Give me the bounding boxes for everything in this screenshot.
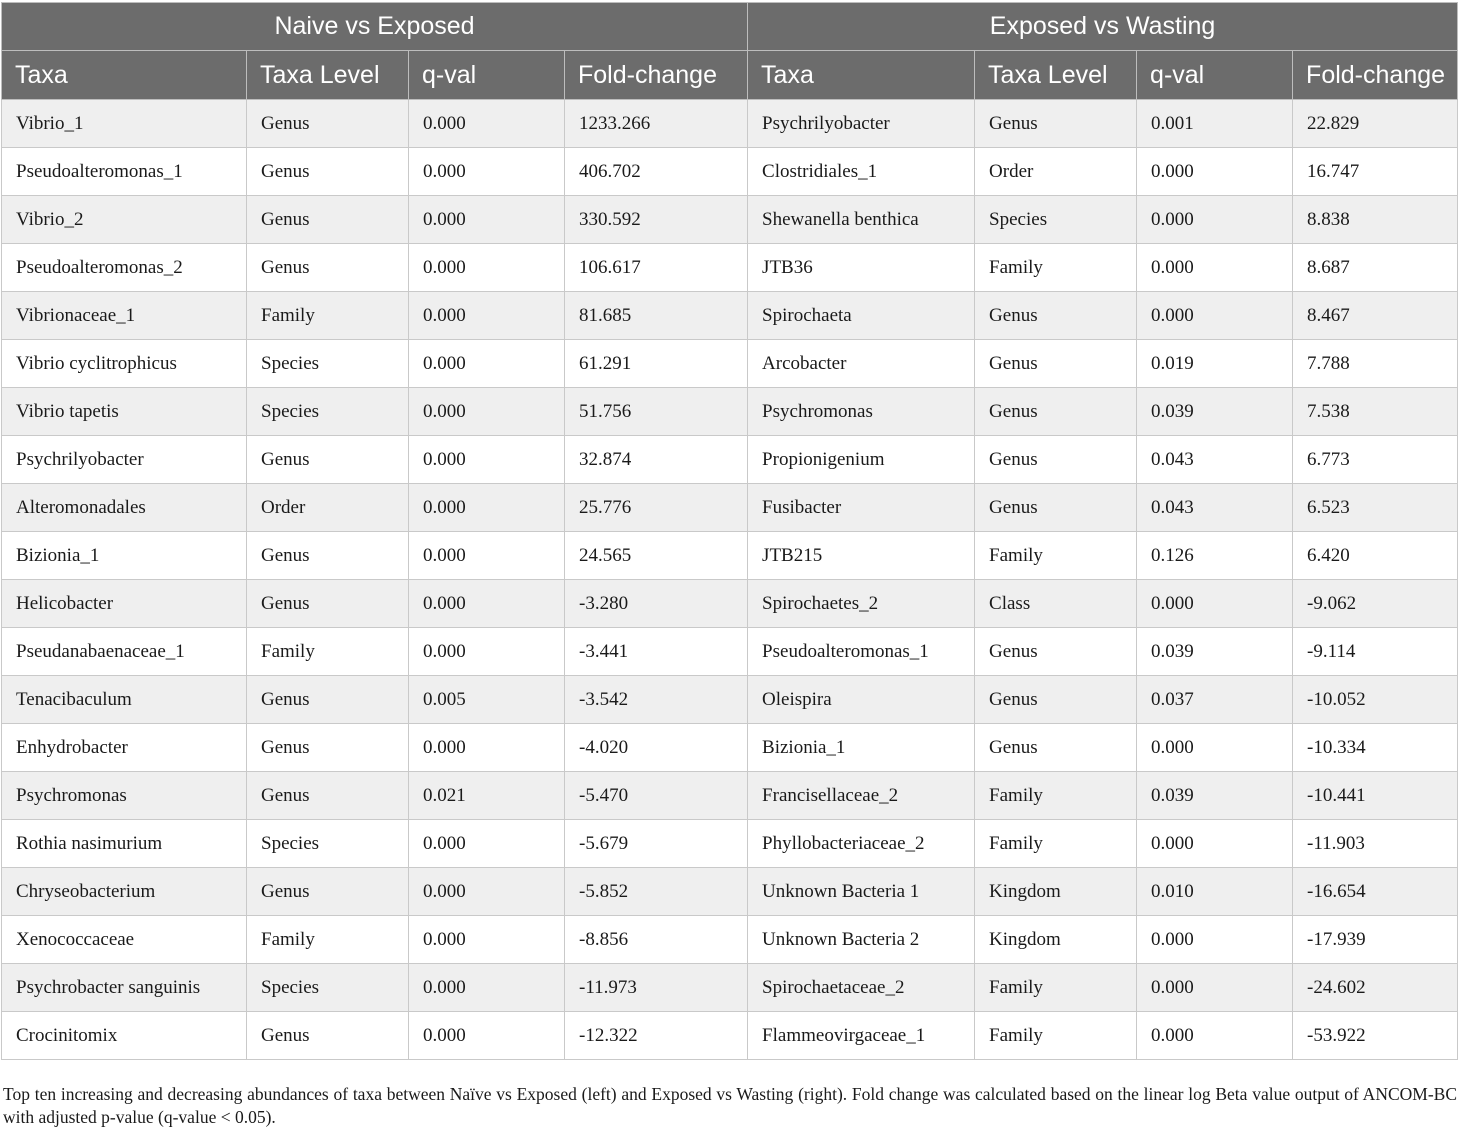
left-taxa-cell: Enhydrobacter: [2, 724, 247, 772]
right-q-val-cell: 0.037: [1137, 676, 1293, 724]
left-taxa-cell: Vibrio cyclitrophicus: [2, 340, 247, 388]
right-fold-change-cell: -16.654: [1293, 868, 1458, 916]
table-row: [2, 196, 1458, 244]
left-taxa-level-cell: Genus: [247, 436, 409, 484]
right-taxa-cell: Bizionia_1: [748, 724, 975, 772]
right-taxa-level-cell: Family: [975, 532, 1137, 580]
left-q-val-cell: 0.000: [409, 484, 565, 532]
left-q-val-cell: 0.000: [409, 244, 565, 292]
right-taxa-level-cell: Kingdom: [975, 916, 1137, 964]
left-taxa-cell: Chryseobacterium: [2, 868, 247, 916]
left-fold-change-cell: -3.280: [565, 580, 748, 628]
right-q-val-cell: 0.000: [1137, 580, 1293, 628]
table-row: [2, 148, 1458, 196]
right-fold-change-cell: 6.420: [1293, 532, 1458, 580]
right-q-val-cell: 0.019: [1137, 340, 1293, 388]
right-taxa-level-cell: Genus: [975, 628, 1137, 676]
right-q-val-cell: 0.000: [1137, 1012, 1293, 1060]
right-taxa-level-cell: Family: [975, 964, 1137, 1012]
right-fold-change-cell: 8.467: [1293, 292, 1458, 340]
left-taxa-cell: Xenococcaceae: [2, 916, 247, 964]
table-row: [2, 100, 1458, 148]
left-q-val-cell: 0.000: [409, 916, 565, 964]
left-taxa-cell: Vibrio_2: [2, 196, 247, 244]
right-q-val-cell: 0.039: [1137, 388, 1293, 436]
left-taxa-cell: Alteromonadales: [2, 484, 247, 532]
table-row: [2, 772, 1458, 820]
left-taxa-level-cell: Genus: [247, 724, 409, 772]
right-fold-change-cell: 8.838: [1293, 196, 1458, 244]
left-q-val-cell: 0.000: [409, 436, 565, 484]
table-row: [2, 916, 1458, 964]
right-taxa-cell: Flammeovirgaceae_1: [748, 1012, 975, 1060]
right-fold-change-cell: -11.903: [1293, 820, 1458, 868]
left-taxa-level-cell: Genus: [247, 148, 409, 196]
table-row: [2, 244, 1458, 292]
left-fold-change-cell: 24.565: [565, 532, 748, 580]
right-taxa-level-cell: Genus: [975, 484, 1137, 532]
right-taxa-cell: Psychromonas: [748, 388, 975, 436]
left-taxa-level-cell: Species: [247, 964, 409, 1012]
left-taxa-level-cell: Genus: [247, 580, 409, 628]
table-row: [2, 436, 1458, 484]
right-q-val-cell: 0.126: [1137, 532, 1293, 580]
left-q-val-cell: 0.000: [409, 532, 565, 580]
left-taxa-cell: Psychrilyobacter: [2, 436, 247, 484]
left-fold-change-cell: 61.291: [565, 340, 748, 388]
right-taxa-level-cell: Class: [975, 580, 1137, 628]
right-fold-change-cell: 7.538: [1293, 388, 1458, 436]
right-q-val-cell: 0.039: [1137, 628, 1293, 676]
table-row: [2, 820, 1458, 868]
right-q-val-cell: 0.000: [1137, 964, 1293, 1012]
right-taxa-level-cell: Kingdom: [975, 868, 1137, 916]
left-taxa-cell: Pseudoalteromonas_2: [2, 244, 247, 292]
right-fold-change-cell: 8.687: [1293, 244, 1458, 292]
table-row: [2, 388, 1458, 436]
right-q-val-cell: 0.000: [1137, 148, 1293, 196]
right-taxa-level-cell: Genus: [975, 388, 1137, 436]
column-header-taxa-level: Taxa Level: [247, 51, 409, 100]
table-row: [2, 628, 1458, 676]
right-taxa-level-cell: Genus: [975, 676, 1137, 724]
left-fold-change-cell: 32.874: [565, 436, 748, 484]
left-taxa-cell: Psychromonas: [2, 772, 247, 820]
right-fold-change-cell: -24.602: [1293, 964, 1458, 1012]
left-taxa-level-cell: Genus: [247, 532, 409, 580]
left-taxa-level-cell: Species: [247, 820, 409, 868]
left-taxa-cell: Tenacibaculum: [2, 676, 247, 724]
right-fold-change-cell: 22.829: [1293, 100, 1458, 148]
left-q-val-cell: 0.000: [409, 340, 565, 388]
left-taxa-level-cell: Genus: [247, 772, 409, 820]
left-taxa-level-cell: Genus: [247, 868, 409, 916]
right-taxa-level-cell: Genus: [975, 724, 1137, 772]
left-q-val-cell: 0.000: [409, 820, 565, 868]
right-taxa-level-cell: Genus: [975, 436, 1137, 484]
left-fold-change-cell: 406.702: [565, 148, 748, 196]
taxa-abundance-table: [1, 2, 1458, 1060]
right-taxa-cell: Arcobacter: [748, 340, 975, 388]
right-fold-change-cell: -10.052: [1293, 676, 1458, 724]
left-q-val-cell: 0.000: [409, 196, 565, 244]
left-taxa-cell: Bizionia_1: [2, 532, 247, 580]
table-container: [1, 2, 1457, 1060]
table-row: [2, 724, 1458, 772]
table-caption: Top ten increasing and decreasing abundances of taxa between Naïve vs Exposed (left) and Exposed vs Wasting (right). Fold change was calculated based on the linear log Beta value output of ANCOM-BC with adjusted p-value (q-value < 0.05).: [3, 1084, 1457, 1127]
left-taxa-level-cell: Genus: [247, 676, 409, 724]
right-fold-change-cell: -10.334: [1293, 724, 1458, 772]
right-taxa-cell: Spirochaetes_2: [748, 580, 975, 628]
left-taxa-level-cell: Order: [247, 484, 409, 532]
right-fold-change-cell: -9.114: [1293, 628, 1458, 676]
right-taxa-cell: Oleispira: [748, 676, 975, 724]
left-taxa-cell: Vibrionaceae_1: [2, 292, 247, 340]
right-fold-change-cell: 16.747: [1293, 148, 1458, 196]
left-q-val-cell: 0.000: [409, 100, 565, 148]
left-q-val-cell: 0.021: [409, 772, 565, 820]
left-fold-change-cell: -5.679: [565, 820, 748, 868]
right-q-val-cell: 0.000: [1137, 244, 1293, 292]
right-taxa-level-cell: Family: [975, 244, 1137, 292]
right-q-val-cell: 0.000: [1137, 196, 1293, 244]
left-taxa-level-cell: Species: [247, 388, 409, 436]
left-taxa-level-cell: Genus: [247, 244, 409, 292]
left-taxa-cell: Pseudoalteromonas_1: [2, 148, 247, 196]
left-taxa-cell: Rothia nasimurium: [2, 820, 247, 868]
right-taxa-level-cell: Genus: [975, 292, 1137, 340]
left-taxa-level-cell: Species: [247, 340, 409, 388]
right-taxa-cell: Shewanella benthica: [748, 196, 975, 244]
left-taxa-cell: Vibrio_1: [2, 100, 247, 148]
left-q-val-cell: 0.000: [409, 868, 565, 916]
left-taxa-cell: Helicobacter: [2, 580, 247, 628]
left-fold-change-cell: -3.542: [565, 676, 748, 724]
column-header-taxa: Taxa: [2, 51, 247, 100]
left-q-val-cell: 0.000: [409, 628, 565, 676]
left-fold-change-cell: 81.685: [565, 292, 748, 340]
left-fold-change-cell: 106.617: [565, 244, 748, 292]
left-taxa-level-cell: Family: [247, 292, 409, 340]
table-row: [2, 292, 1458, 340]
right-taxa-level-cell: Order: [975, 148, 1137, 196]
right-taxa-level-cell: Genus: [975, 100, 1137, 148]
column-header-taxa: Taxa: [748, 51, 975, 100]
group-header-row: [2, 3, 1458, 51]
left-taxa-cell: Vibrio tapetis: [2, 388, 247, 436]
right-fold-change-cell: -53.922: [1293, 1012, 1458, 1060]
table-row: [2, 868, 1458, 916]
left-taxa-level-cell: Family: [247, 916, 409, 964]
right-taxa-cell: Francisellaceae_2: [748, 772, 975, 820]
left-q-val-cell: 0.000: [409, 1012, 565, 1060]
right-taxa-level-cell: Family: [975, 1012, 1137, 1060]
right-fold-change-cell: -10.441: [1293, 772, 1458, 820]
column-header-q-val: q-val: [409, 51, 565, 100]
right-q-val-cell: 0.000: [1137, 292, 1293, 340]
left-taxa-level-cell: Genus: [247, 100, 409, 148]
right-taxa-level-cell: Family: [975, 772, 1137, 820]
right-fold-change-cell: -17.939: [1293, 916, 1458, 964]
left-q-val-cell: 0.000: [409, 292, 565, 340]
right-q-val-cell: 0.001: [1137, 100, 1293, 148]
left-fold-change-cell: -11.973: [565, 964, 748, 1012]
right-q-val-cell: 0.043: [1137, 484, 1293, 532]
column-header-fold-change: Fold-change: [1293, 51, 1458, 100]
left-q-val-cell: 0.000: [409, 580, 565, 628]
right-taxa-level-cell: Family: [975, 820, 1137, 868]
left-taxa-cell: Pseudanabaenaceae_1: [2, 628, 247, 676]
left-taxa-level-cell: Family: [247, 628, 409, 676]
right-fold-change-cell: 6.523: [1293, 484, 1458, 532]
left-taxa-cell: Crocinitomix: [2, 1012, 247, 1060]
column-header-row: [2, 51, 1458, 100]
right-taxa-cell: JTB215: [748, 532, 975, 580]
column-header-fold-change: Fold-change: [565, 51, 748, 100]
right-taxa-level-cell: Species: [975, 196, 1137, 244]
right-fold-change-cell: 7.788: [1293, 340, 1458, 388]
left-fold-change-cell: 51.756: [565, 388, 748, 436]
table-row: [2, 484, 1458, 532]
right-q-val-cell: 0.010: [1137, 868, 1293, 916]
left-q-val-cell: 0.000: [409, 724, 565, 772]
right-taxa-level-cell: Genus: [975, 340, 1137, 388]
right-fold-change-cell: -9.062: [1293, 580, 1458, 628]
left-fold-change-cell: -5.470: [565, 772, 748, 820]
right-taxa-cell: Unknown Bacteria 2: [748, 916, 975, 964]
table-row: [2, 964, 1458, 1012]
group-header-exposed-vs-wasting: Exposed vs Wasting: [748, 3, 1458, 51]
column-header-taxa-level: Taxa Level: [975, 51, 1137, 100]
left-q-val-cell: 0.005: [409, 676, 565, 724]
left-fold-change-cell: -4.020: [565, 724, 748, 772]
left-fold-change-cell: -12.322: [565, 1012, 748, 1060]
left-q-val-cell: 0.000: [409, 964, 565, 1012]
left-taxa-cell: Psychrobacter sanguinis: [2, 964, 247, 1012]
right-q-val-cell: 0.000: [1137, 724, 1293, 772]
right-taxa-cell: Spirochaetaceae_2: [748, 964, 975, 1012]
right-taxa-cell: Fusibacter: [748, 484, 975, 532]
right-q-val-cell: 0.043: [1137, 436, 1293, 484]
left-fold-change-cell: -5.852: [565, 868, 748, 916]
right-taxa-cell: Propionigenium: [748, 436, 975, 484]
table-row: [2, 340, 1458, 388]
left-fold-change-cell: 1233.266: [565, 100, 748, 148]
left-fold-change-cell: 330.592: [565, 196, 748, 244]
right-taxa-cell: Spirochaeta: [748, 292, 975, 340]
left-taxa-level-cell: Genus: [247, 196, 409, 244]
right-taxa-cell: Pseudoalteromonas_1: [748, 628, 975, 676]
right-q-val-cell: 0.039: [1137, 772, 1293, 820]
left-taxa-level-cell: Genus: [247, 1012, 409, 1060]
column-header-q-val: q-val: [1137, 51, 1293, 100]
left-fold-change-cell: -3.441: [565, 628, 748, 676]
right-fold-change-cell: 6.773: [1293, 436, 1458, 484]
table-row: [2, 580, 1458, 628]
right-taxa-cell: JTB36: [748, 244, 975, 292]
left-fold-change-cell: -8.856: [565, 916, 748, 964]
table-row: [2, 532, 1458, 580]
right-taxa-cell: Clostridiales_1: [748, 148, 975, 196]
right-q-val-cell: 0.000: [1137, 820, 1293, 868]
right-q-val-cell: 0.000: [1137, 916, 1293, 964]
table-row: [2, 676, 1458, 724]
left-q-val-cell: 0.000: [409, 388, 565, 436]
right-taxa-cell: Phyllobacteriaceae_2: [748, 820, 975, 868]
group-header-naive-vs-exposed: Naive vs Exposed: [2, 3, 748, 51]
table-body: [2, 100, 1458, 1060]
table-row: [2, 1012, 1458, 1060]
left-q-val-cell: 0.000: [409, 148, 565, 196]
right-taxa-cell: Unknown Bacteria 1: [748, 868, 975, 916]
left-fold-change-cell: 25.776: [565, 484, 748, 532]
right-taxa-cell: Psychrilyobacter: [748, 100, 975, 148]
